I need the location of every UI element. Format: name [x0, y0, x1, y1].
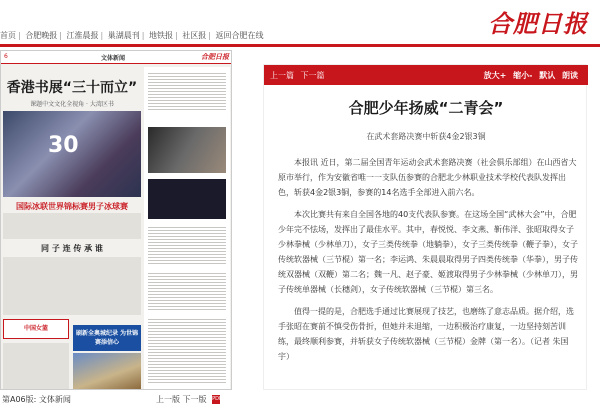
default-size-button[interactable]: 默认 [539, 71, 556, 80]
prev-page-link[interactable]: 上一版 [156, 395, 180, 404]
prev-article-link[interactable]: 上一篇 [270, 71, 294, 80]
read-aloud-button[interactable]: 朗读 [562, 71, 578, 80]
nav-community[interactable]: 社区报 [182, 31, 207, 40]
paper-headline-sub: 课题中文文化全视角 · 大湾区书 [30, 101, 114, 108]
paper-headline-main[interactable]: 香港书展“三十而立” [6, 80, 138, 96]
nav-chaohu[interactable]: 巢湖晨刊 [107, 31, 140, 40]
paper-footer [0, 392, 600, 407]
paper-photo-stage[interactable] [148, 179, 226, 219]
paper-photo-athletics[interactable] [73, 353, 141, 389]
nav-return-online[interactable]: 返回合肥在线 [215, 31, 264, 40]
header-divider [0, 44, 600, 47]
paper-mini-logo: 合肥日报 [201, 53, 229, 61]
nav-metro[interactable]: 地铁报 [149, 31, 173, 40]
next-page-link[interactable]: 下一版 [182, 395, 207, 404]
paper-headline-red[interactable]: 国际冰联世界锦标赛男子冰球赛 [16, 202, 128, 211]
paper-photo-wushu[interactable] [148, 127, 226, 173]
paper-text-lines [148, 271, 226, 311]
paper-text-block [3, 343, 69, 389]
paper-left-column [3, 67, 141, 389]
article-body [278, 155, 578, 371]
article-paragraph: 本报讯 近日，第二届全国青年运动会武术套路决赛（社会俱乐部组）在山西省大原市举行，作为安徽省唯一一支队伍参赛的合肥北少林职业技术学校代表队发挥出色，斩获4金2银3铜，参赛的14名选手全部进入前六名。 [278, 158, 577, 197]
article-title: 合肥少年扬威“二青会” [348, 99, 504, 117]
newspaper-page-image[interactable] [0, 50, 232, 390]
top-nav: 首页 | 合肥晚报 | 江淮晨报 | 巢湖晨刊 | 地铁报 | 社区报 | 返回合肥在线 [0, 31, 264, 40]
paper-headline-dark[interactable]: 同 子 连 传 承 谁 [41, 244, 103, 253]
zoom-out-button[interactable]: 缩小- [513, 71, 533, 80]
article-paragraph: 本次比赛共有来自全国各地的40支代表队参赛。在这场全国“武林大会”中，合肥少年完不怯场，发挥出了最佳水平。其中，春悦悦、李文燕、靳伟洋、张昭取得女子少林拳械（少林单刀），女子三类传统拳（地躺拳），女子三类传统拳（鞭子拳），女子传统软器械（三节棍）第一名；李运鸿、朱晨晨取得男子四类传统拳（华拳），男子传统双器械（双鞭）第二名；魏一凡、赵子豪、姬渡取得男子少林拳械（少林单刀），男子传统单器械（长穗剑），女子传统软器械（三节棍）第三名。 [278, 210, 578, 294]
paper-section: 文体新闻 [101, 55, 126, 62]
article-subtitle: 在武术套路决赛中斩获4金2银3铜 [366, 132, 486, 141]
paper-photo-book-fair[interactable] [3, 111, 141, 197]
nav-jianghuai[interactable]: 江淮晨报 [66, 31, 99, 40]
paper-mini-logo-box: 中国女篮 [3, 319, 69, 339]
pdf-icon[interactable]: PDF [212, 396, 222, 402]
paper-blue-headline[interactable]: 刷新全奥城纪录 为世锦赛添信心 [73, 325, 141, 351]
paper-text-lines [148, 317, 226, 383]
paper-right-column [144, 67, 230, 389]
site-logo[interactable]: 合肥日报 [488, 9, 588, 38]
page-nav [156, 394, 220, 405]
nav-home[interactable]: 首页 [0, 31, 16, 40]
badge-number: 30 [48, 133, 79, 158]
paper-text-block [3, 213, 141, 239]
paper-masthead [1, 51, 232, 64]
paper-page-number: 6 [4, 53, 8, 60]
paper-text-lines [148, 71, 226, 111]
article-panel [263, 64, 587, 390]
site-header [0, 0, 600, 44]
nav-evening[interactable]: 合肥晚报 [25, 31, 58, 40]
next-article-link[interactable]: 下一篇 [300, 71, 325, 80]
edition-label: 第A06版: 文体新闻 [2, 395, 71, 404]
article-toolbar [264, 65, 588, 85]
article-paragraph: 值得一提的是，合肥选手通过比赛展现了技艺，也磨练了意志品质。据介绍，选手张昭在赛前不慎受伤骨折，但她并未退缩，一边积极治疗康复，一边坚持刻苦训练，最终顺利参赛，并斩获女子传统软器械（三节棍）金牌（第一名）。（记者 朱国宇） [278, 307, 574, 361]
paper-text-lines [148, 225, 226, 265]
paper-text-block [3, 257, 141, 315]
zoom-in-button[interactable]: 放大+ [483, 71, 507, 80]
